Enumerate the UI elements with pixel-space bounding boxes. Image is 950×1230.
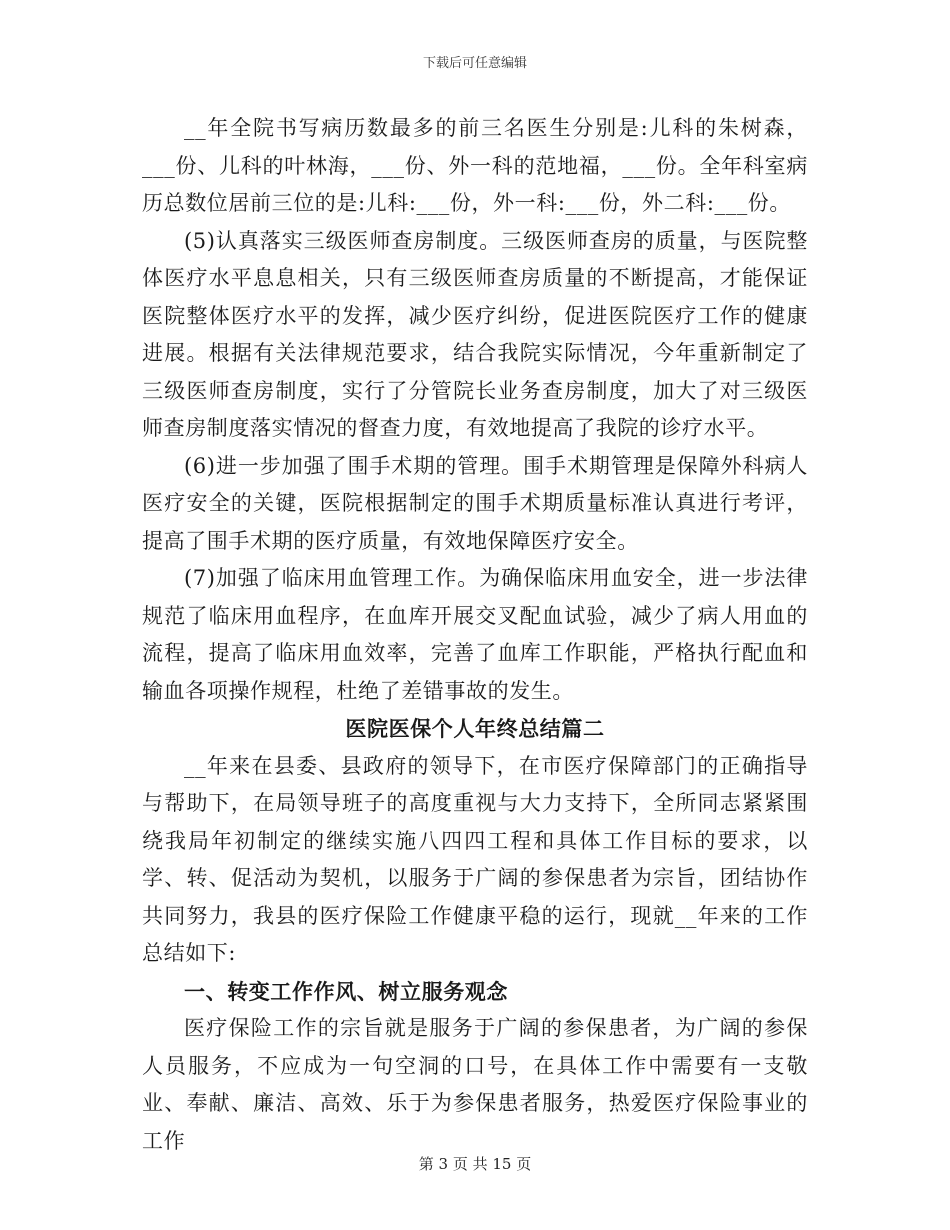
paragraph-intro: __年来在县委、县政府的领导下，在市医疗保障部门的正确指导与帮助下，在局领导班子的高度重视与大力支持下，全所同志紧紧围绕我局年初制定的继续实施八四四工程和具体工作目标的要求，以学、转、促活动为契机，以服务于广阔的参保患者为宗旨，团结协作共同努力，我县的医疗保险工作健康平稳的运行，现就__年来的工作总结如下:: [142, 753, 808, 965]
header-note: 下载后可任意编辑: [422, 56, 527, 71]
paragraph-perioperative: (6)进一步加强了围手术期的管理。围手术期管理是保障外科病人医疗安全的关键，医院根据制定的围手术期质量标准认真进行考评，提高了围手术期的医疗质量，有效地保障医疗安全。: [142, 453, 808, 553]
paragraph-blood-management: (7)加强了临床用血管理工作。为确保临床用血安全，进一步法律规范了临床用血程序，在血库开展交叉配血试验，减少了病人用血的流程，提高了临床用血效率，完善了血库工作职能，严格执行配血和输血各项操作规程，杜绝了差错事故的发生。: [142, 566, 808, 703]
paragraph-service: 医疗保险工作的宗旨就是服务于广阔的参保患者，为广阔的参保人员服务，不应成为一句空洞的口号，在具体工作中需要有一支敬业、奉献、廉洁、高效、乐于为参保患者服务，热爱医疗保险事业的工作: [142, 1016, 808, 1153]
section-title: 医院医保个人年终总结篇二: [345, 716, 605, 741]
subheading: 一、转变工作作风、树立服务观念: [184, 978, 508, 1004]
page-number: 第 3 页 共 15 页: [418, 1155, 532, 1173]
paragraph-ward-rounds: (5)认真落实三级医师查房制度。三级医师查房的质量，与医院整体医疗水平息息相关，只有三级医师查房质量的不断提高，才能保证医院整体医疗水平的发挥，减少医疗纠纷，促进医院医疗工作的健康进展。根据有关法律规范要求，结合我院实际情况，今年重新制定了三级医师查房制度，实行了分管院长业务查房制度，加大了对三级医师查房制度落实情况的督查力度，有效地提高了我院的诊疗水平。: [142, 228, 808, 440]
document-body: [142, 110, 808, 1160]
paragraph-physician-records: __年全院书写病历数最多的前三名医生分别是:儿科的朱树森，___份、儿科的叶林海，___份、外一科的范地福，___份。全年科室病历总数位居前三位的是:儿科:___份，外一科:___份，外二科:___份。: [142, 116, 808, 215]
